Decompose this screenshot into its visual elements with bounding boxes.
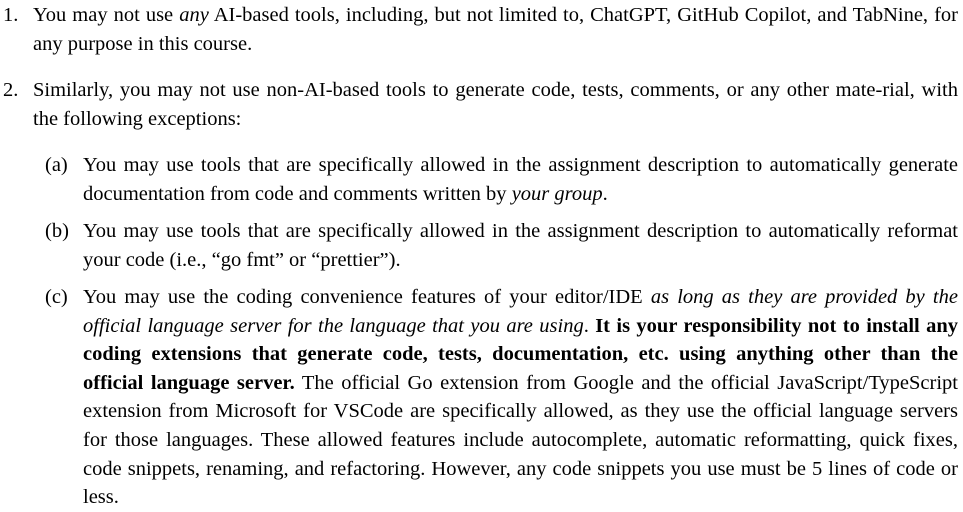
sub-list-marker: (b) (45, 220, 69, 242)
item-text-before: You may not use (33, 4, 180, 26)
sub-item-text-emphasis: as long as they are provided by the official language server for the language that you are using (83, 286, 958, 337)
sub-item-text-emphasis: your group (511, 182, 603, 205)
sub-list-marker: (a) (45, 154, 68, 176)
sub-item-text-mid: . (583, 314, 596, 337)
sub-item-text-after: The official Go extension from Google and the official JavaScript/TypeScript extension from Microsoft for VSCode are specifically allowed, as they use the official language servers for those languages. These allowed features include autocomplete, automatic reformatting, quick fixes, code snippets, renaming, and refactoring. However, any code snippets you use must be 5 lines of code or less. (83, 371, 958, 509)
item-text-emphasis: any (179, 4, 209, 26)
list-marker: 2. (3, 79, 19, 101)
sub-item-b (0, 217, 958, 274)
sub-item-text-after: . (602, 182, 608, 205)
list-marker: 1. (3, 4, 19, 26)
sub-item-a (0, 151, 958, 208)
list-item-1 (0, 1, 958, 58)
sub-item-text-before: You may use tools that are specifically allowed in the assignment description to automatically generate documentation from code and comments written by (83, 154, 958, 205)
sub-item-text: You may use tools that are specifically allowed in the assignment description to automatically reformat your code (i.e., “go fmt” or “prettier”). (83, 220, 958, 271)
sub-item-c (0, 283, 958, 512)
list-item-2 (0, 76, 958, 133)
sub-item-text-before: You may use the coding convenience features of your editor/IDE (83, 286, 651, 308)
item-text-after: AI-based tools, including, but not limited to, ChatGPT, GitHub Copilot, and TabNine, for any purpose in this course. (33, 4, 958, 55)
sub-list-marker: (c) (45, 286, 68, 308)
sub-item-text-bold: It is your responsibility not to install any coding extensions that generate code, tests, documentation, etc. using anything other than the official language server. (83, 314, 959, 394)
item-text: Similarly, you may not use non-AI-based tools to generate code, tests, comments, or any other mate-rial, with the following exceptions: (33, 79, 958, 130)
